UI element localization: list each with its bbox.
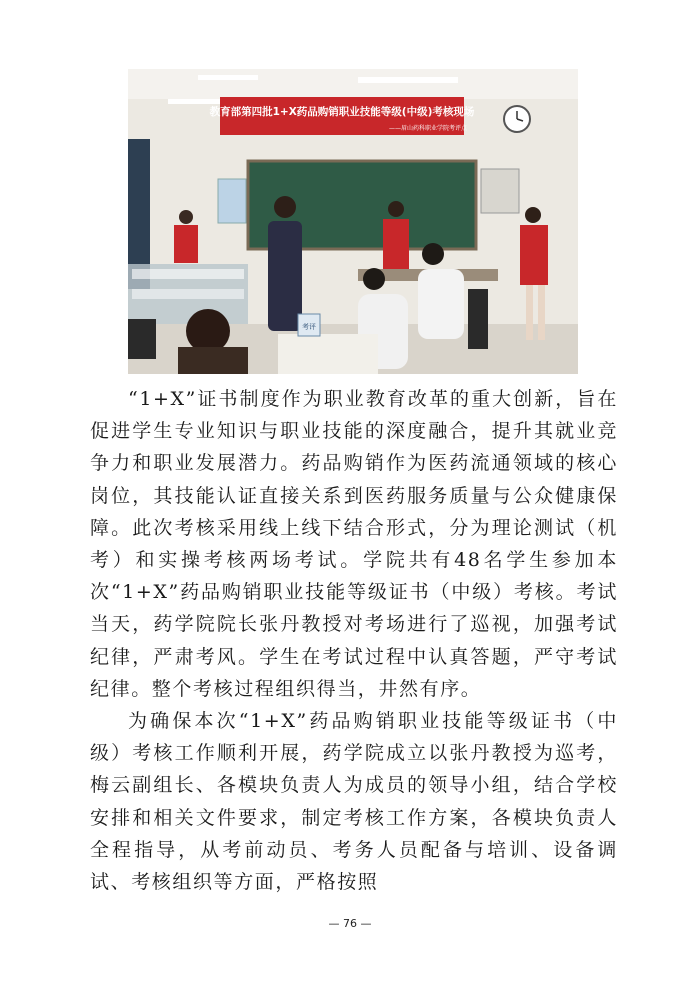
page-number: — 76 —: [328, 917, 372, 930]
photo-scene: [128, 69, 578, 374]
banner-title: 教育部第四批1+X药品购销职业技能等级(中级)考核现场: [209, 106, 475, 118]
electric-box: [481, 169, 519, 213]
article-paragraph-2: [90, 705, 618, 898]
paragraph-text: 为确保本次“1+X”药品购销职业技能等级证书（中级）考核工作顺利开展，药学院成立以张丹教授为巡考，梅云副组长、各模块负责人为成员的领导小组，结合学校安排和相关文件要求，制定考核工作方案，各模块负责人全程指导，从考前动员、考务人员配备与培训、设备调试、考核组织等方面，严格按照: [90, 710, 618, 894]
exam-site-photo: [128, 69, 578, 374]
banner-subtitle: ——眉山药科职业学院考评点: [388, 125, 468, 132]
notice-board: [218, 179, 246, 223]
article-paragraph-1: [90, 383, 618, 705]
desk-sign: 考评: [302, 323, 316, 331]
paragraph-text: “1+X”证书制度作为职业教育改革的重大创新，旨在促进学生专业知识与职业技能的深度融合，提升其就业竞争力和职业发展潜力。药品购销作为医药流通领域的核心岗位，其技能认证直接关系到医药服务质量与公众健康保障。此次考核采用线上线下结合形式，分为理论测试（机考）和实操考核两场考试。学院共有48名学生参加本次“1+X”药品购销职业技能等级证书（中级）考核。考试当天，药学院院长张丹教授对考场进行了巡视，加强考试纪律，严肃考风。学生在考试过程中认真答题，严守考试纪律。整个考核过程组织得当，井然有序。: [90, 388, 618, 700]
